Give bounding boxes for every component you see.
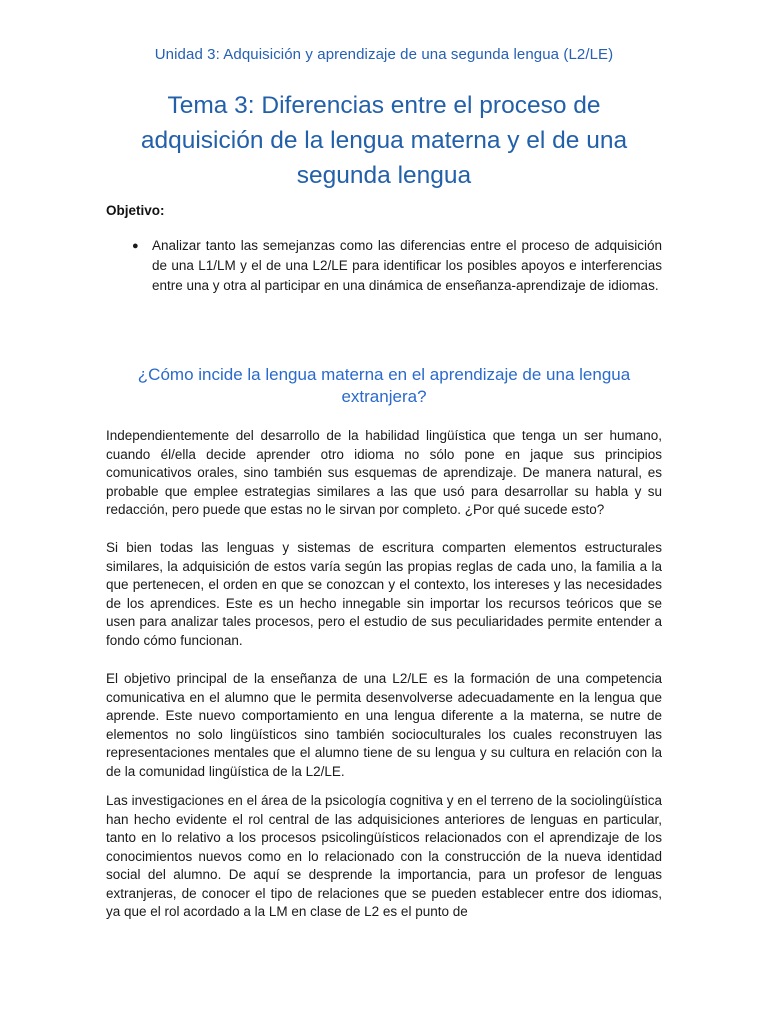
list-item bbox=[106, 236, 662, 296]
unit-header: Unidad 3: Adquisición y aprendizaje de una segunda lengua (L2/LE) bbox=[154, 46, 614, 63]
paragraph-4: Las investigaciones en el área de la psicología cognitiva y en el terreno de la sociolingüística han hecho evidente el rol central de las adquisiciones anteriores de lenguas en particular, tanto en lo relativo a los procesos psicolingüísticos relacionados con el aprendizaje de los conocimientos nuevos como en lo relacionado con la construcción de la nueva identidad social del alumno. De aquí se desprende la importancia, para un profesor de lenguas extranjeras, de conocer el tipo de relaciones que se pueden establecer entre dos idiomas, ya que el rol acordado a la LM en clase de L2 es el punto de bbox=[106, 793, 662, 919]
paragraph-1: Independientemente del desarrollo de la habilidad lingüística que tenga un ser humano, cuando él/ella decide aprender otro idioma no sólo pone en jaque sus principios comunicativos orales, sino también sus esquemas de aprendizaje. De manera natural, es probable que emplee estrategias similares a las que usó para desarrollar su habla y su redacción, pero puede que estas no le sirvan por completo. ¿Por qué sucede esto? bbox=[106, 428, 662, 517]
objective-list bbox=[106, 236, 662, 296]
bullet-icon: ● bbox=[132, 240, 139, 252]
paragraph-3: El objetivo principal de la enseñanza de una L2/LE es la formación de una competencia comunicativa en el alumno que le permita desenvolverse adecuadamente en la lengua que aprende. Este nuevo comportamiento en una lengua diferente a la materna, se nutre de elementos no solo lingüísticos sino también socioculturales los cuales reconstruyen las representaciones mentales que el alumno tiene de su lengua y su cultura en relación con la de la comunidad lingüística de la L2/LE. bbox=[106, 671, 662, 779]
section-heading: ¿Cómo incide la lengua materna en el aprendizaje de una lengua extranjera? bbox=[137, 365, 631, 406]
paragraph-2: Si bien todas las lenguas y sistemas de escritura comparten elementos estructurales similares, la adquisición de estos varía según las propias reglas de cada uno, la familia a la que pertenecen, el orden en que se conozcan y el contexto, los intereses y las necesidades de los aprendices. Este es un hecho innegable sin importar los recursos teóricos que se usen para analizar tales procesos, pero el estudio de sus peculiaridades permite entender a fondo cómo funcionan. bbox=[106, 540, 662, 648]
page-title: Tema 3: Diferencias entre el proceso de adquisición de la lengua materna y el de una segunda lengua bbox=[140, 92, 628, 189]
objective-label: Objetivo: bbox=[106, 203, 165, 218]
objective-text: Analizar tanto las semejanzas como las diferencias entre el proceso de adquisición de una L1/LM y el de una L2/LE para identificar los posibles apoyos e interferencias entre una y otra al participar en una dinámica de enseñanza-aprendizaje de idiomas. bbox=[152, 238, 662, 293]
